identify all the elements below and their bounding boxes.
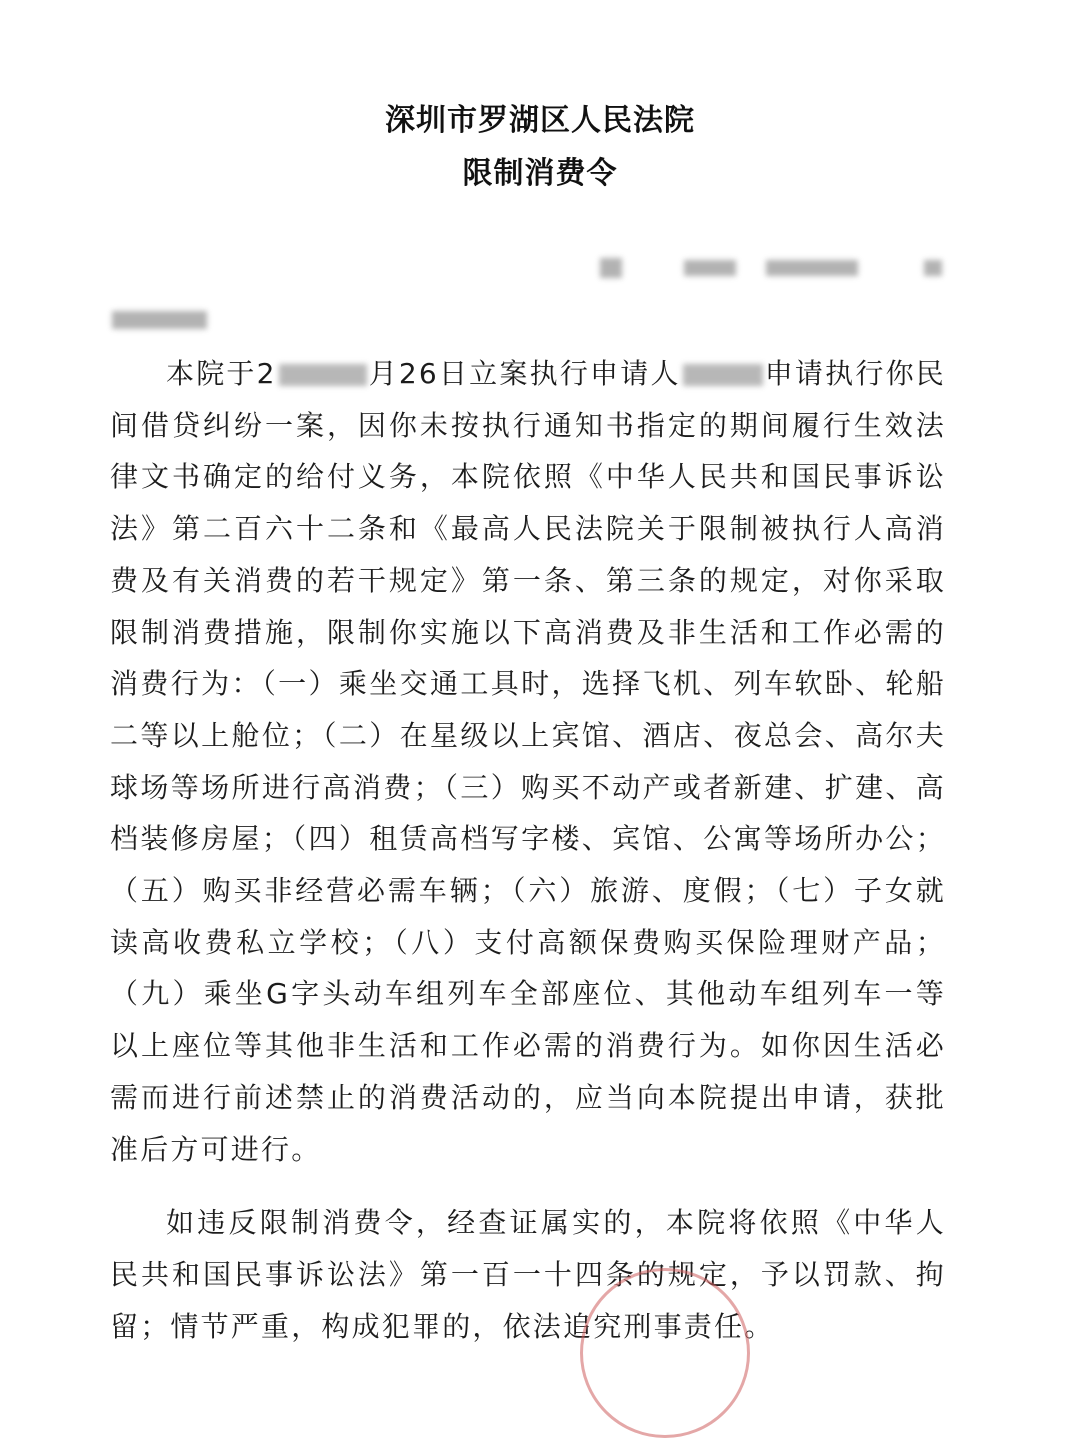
paragraph-restriction-order [110,348,946,1175]
redacted-case-number [596,254,946,282]
redacted-addressee [110,305,210,335]
paragraph-violation-warning: 如违反限制消费令，经查证属实的，本院将依照《中华人民共和国民事诉讼法》第一百一十四条的规定，予以罚款、拘留；情节严重，构成犯罪的，依法追究刑事责任。 [110,1206,946,1343]
document-body [110,348,946,1352]
paragraph1-part-a: 本院于2 [166,357,277,390]
paragraph1-part-c: 申请执行你民间借贷纠纷一案，因你未按执行通知书指定的期间履行生效法律文书确定的给付义务，本院依照《中华人民共和国民事诉讼法》第二百六十二条和《最高人民法院关于限制被执行人高消费及有关消费的若干规定》第一条、第三条的规定，对你采取限制消费措施，限制你实施以下高消费及非生活和工作必需的消费行为：（一）乘坐交通工具时，选择飞机、列车软卧、轮船二等以上舱位；（二）在星级以上宾馆、酒店、夜总会、高尔夫球场等场所进行高消费；（三）购买不动产或者新建、扩建、高档装修房屋；（四）租赁高档写字楼、宾馆、公寓等场所办公；（五）购买非经营必需车辆；（六）旅游、度假；（七）子女就读高收费私立学校；（八）支付高额保费购买保险理财产品；（九）乘坐G字头动车组列车全部座位、其他动车组列车一等以上座位等其他非生活和工作必需的消费行为。如你因生活必需而进行前述禁止的消费活动的，应当向本院提出申请，获批准后方可进行。 [110,357,946,1166]
redacted-applicant [683,364,763,386]
court-seal-stamp [580,1268,750,1438]
court-name-title: 深圳市罗湖区人民法院 [385,103,695,138]
document-type-title: 限制消费令 [462,156,618,191]
redacted-date [279,364,367,386]
paragraph1-part-b: 月26日立案执行申请人 [368,357,681,390]
